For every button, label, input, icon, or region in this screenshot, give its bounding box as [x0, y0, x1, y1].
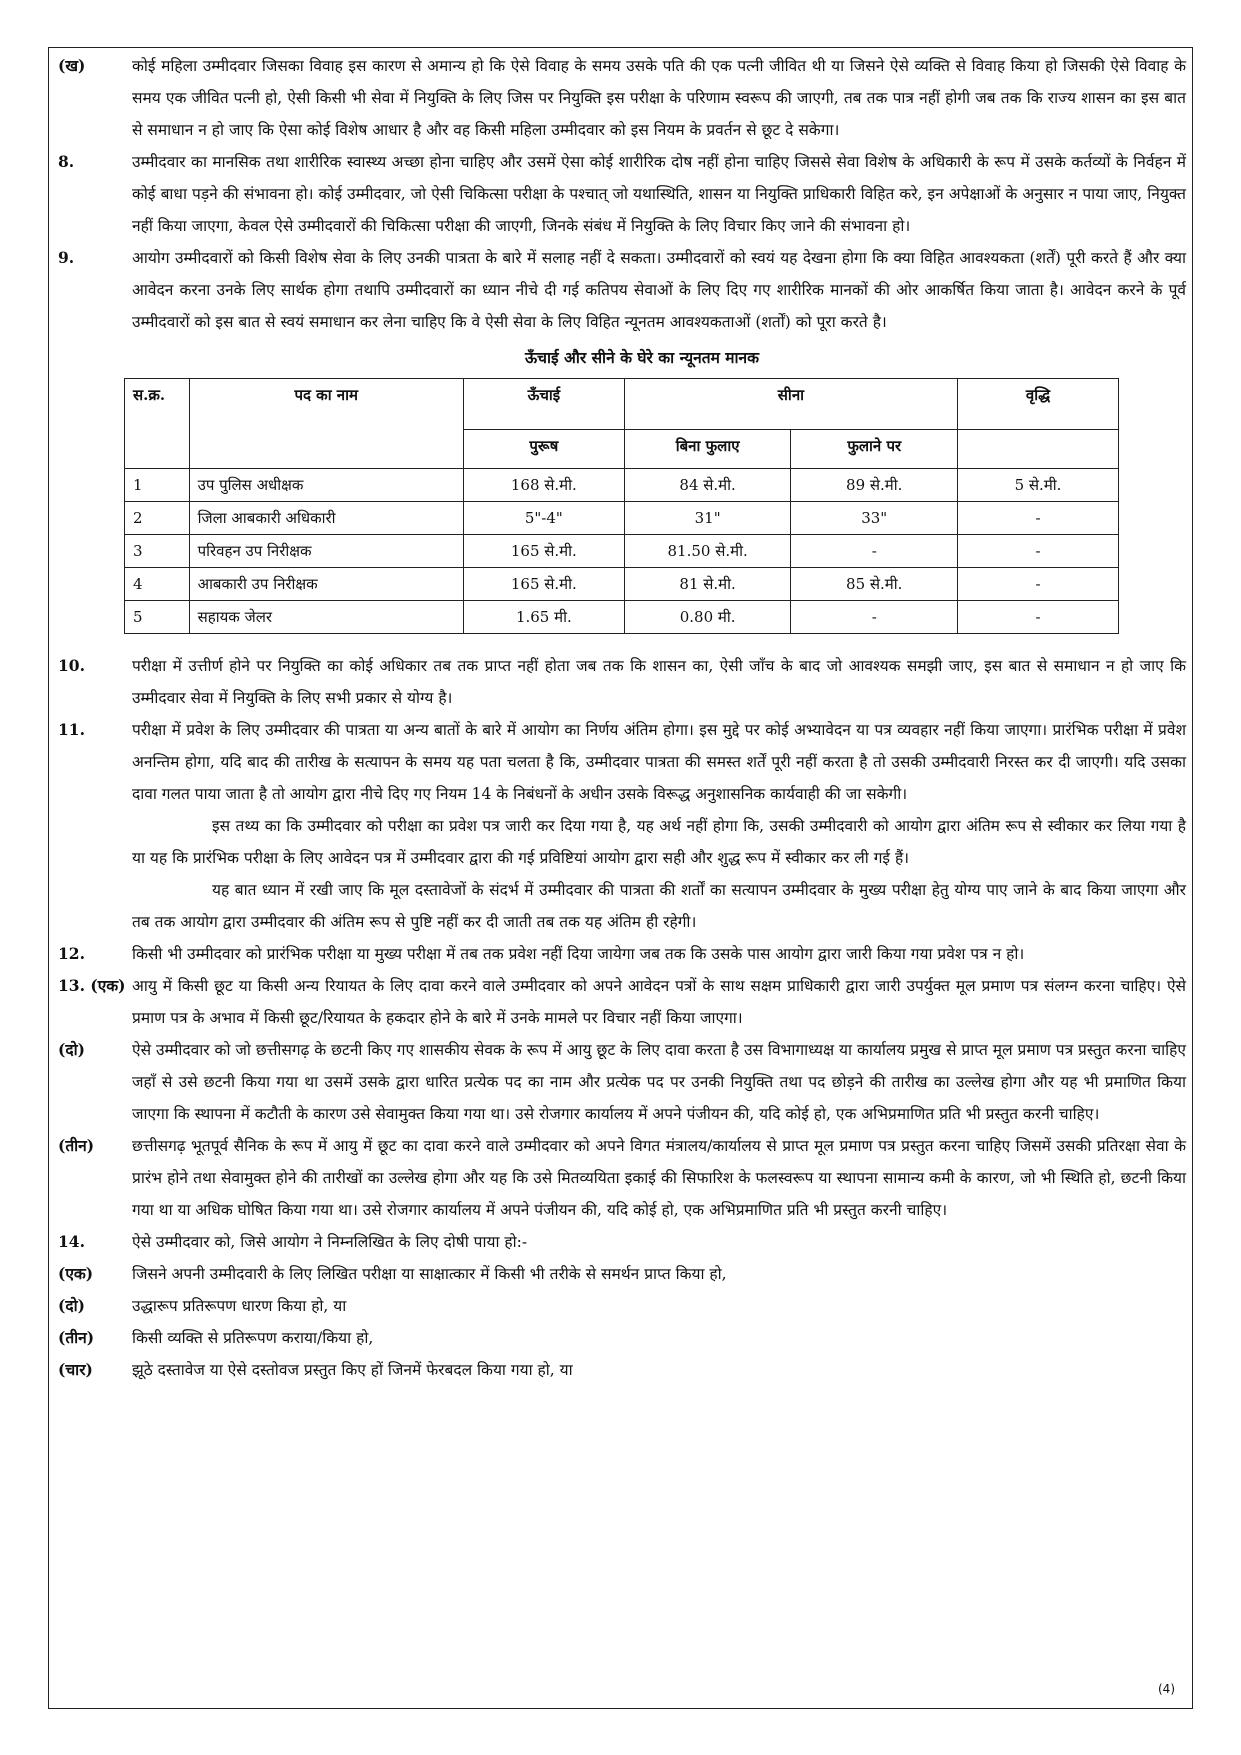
cell-chest-unexpanded: 81.50 से.मी. [624, 535, 791, 568]
clause-number: 13. (एक) [58, 976, 126, 995]
clause-14-teen [58, 1322, 1186, 1354]
clause-11 [58, 714, 1186, 810]
clause-number: (एक) [58, 1264, 94, 1283]
clause-13-ek [58, 970, 1186, 1034]
clause-text: किसी भी उम्मीदवार को प्रारंभिक परीक्षा या मुख्य परीक्षा में तब तक प्रवेश नहीं दिया जायेगा जब तक कि उसके पास आयोग द्वारा जारी किया गया प्रवेश पत्र न हो। [132, 945, 1025, 963]
clause-11-paragraph-b: यह बात ध्यान में रखी जाए कि मूल दस्तावेजों के संदर्भ में उम्मीदवार की पात्रता की शर्तों का सत्यापन उम्मीदवार के मुख्य परीक्षा हेतु योग्य पाए जाने के बाद किया जाएगा और तब तक आयोग द्वारा उम्मीदवार की अंतिम रूप से पुष्टि नहीं कर दी जाती तब तक यह अंतिम ही रहेगी। [132, 881, 1186, 931]
table-row [125, 535, 1119, 568]
clause-number: 8. [58, 152, 75, 171]
clause-number: (दो) [58, 1296, 85, 1315]
cell-chest-expanded: - [791, 601, 958, 634]
clause-text: कोई महिला उम्मीदवार जिसका विवाह इस कारण से अमान्य हो कि ऐसे विवाह के समय उसके पति की एक पत्नी जीवित थी या जिसने ऐसे व्यक्ति से विवाह किया हो जिसकी ऐसे विवाह के समय एक जीवित पत्नी हो, ऐसी किसी भी सेवा में नियुक्ति के लिए जिस पर नियुक्ति इस परीक्षा के परिणाम स्वरूप की जाएगी, तब तक पात्र नहीं होगी जब तक कि राज्य शासन का इस बात से समाधान न हो जाए कि ऐसा कोई विशेष आधार है और वह किसी महिला उम्मीदवार को इस नियम के प्रवर्तन से छूट दे सकेगा। [132, 57, 1186, 139]
cell-post: आबकारी उप निरीक्षक [189, 568, 463, 601]
clause-text: छत्तीसगढ़ भूतपूर्व सैनिक के रूप में आयु में छूट का दावा करने वाले उम्मीदवार को अपने विगत मंत्रालय/कार्यालय से प्राप्त मूल प्रमाण पत्र प्रस्तुत करना चाहिए जिसमें उसकी प्रतिरक्षा सेवा के प्रारंभ होने तथा सेवामुक्त होने की तारीखों का उल्लेख होगा और यह कि उसे मितव्ययिता इकाई की सिफारिश के फलस्वरूप या स्थापना सामान्य कमी के कारण, जो भी स्थिति हो, छटनी किया गया था या अधिक घोषित किया गया था। उसे रोजगार कार्यालय में अपने पंजीयन की, यदि कोई हो, एक अभिप्रमाणित प्रति भी प्रस्तुत करनी चाहिए। [132, 1137, 1186, 1219]
clause-text: झूठे दस्तावेज या ऐसे दस्तोवज प्रस्तुत किए हों जिनमें फेरबदल किया गया हो, या [132, 1361, 573, 1379]
clause-14-char [58, 1354, 1186, 1386]
cell-chest-expanded: 85 से.मी. [791, 568, 958, 601]
cell-sno: 3 [125, 535, 190, 568]
table-title: ऊँचाई और सीने के घेरे का न्यूनतम मानक [524, 348, 760, 367]
clause-text: आयु में किसी छूट या किसी अन्य रियायत के लिए दावा करने वाले उम्मीदवार को अपने आवेदन पत्रों के साथ सक्षम प्राधिकारी द्वारा जारी उपर्युक्त मूल प्रमाण पत्र संलग्न करना चाहिए। ऐसे प्रमाण पत्र के अभाव में किसी छूट/रियायत के हकदार होने के बारे में उनके मामले पर विचार नहीं किया जाएगा। [132, 977, 1186, 1027]
clause-text: जिसने अपनी उम्मीदवारी के लिए लिखित परीक्षा या साक्षात्कार में किसी भी तरीके से समर्थन प्राप्त किया हो, [132, 1265, 727, 1283]
clause-text: परीक्षा में प्रवेश के लिए उम्मीदवार की पात्रता या अन्य बातों के बारे में आयोग का निर्णय अंतिम होगा। इस मुद्दे पर कोई अभ्यावेदन या पत्र व्यवहार नहीं किया जाएगा। प्रारंभिक परीक्षा में प्रवेश अनन्तिम होगा, यदि बाद की तारीख के सत्यापन के समय यह पता चलता है कि, उम्मीदवार पात्रता की समस्त शर्तें पूरी नहीं करता है तो उसकी उम्मीदवारी निरस्त कर दी जाएगी। यदि उसका दावा गलत पाया जाता है तो आयोग द्वारा नीचे दिए गए नियम 14 के निबंधनों के अधीन उसके विरूद्ध अनुशासनिक कार्यवाही की जा सकेगी। [132, 721, 1186, 803]
clause-8 [58, 146, 1186, 242]
cell-chest-expanded: - [791, 535, 958, 568]
cell-post: परिवहन उप निरीक्षक [189, 535, 463, 568]
clause-text: आयोग उम्मीदवारों को किसी विशेष सेवा के लिए उनकी पात्रता के बारे में सलाह नहीं दे सकता। उम्मीदवारों को स्वयं यह देखना होगा कि क्या विहित आवश्यकता (शर्तें) पूरी करते हैं और क्या आवेदन करना उनके लिए सार्थक होगा तथापि उम्मीदवारों का ध्यान नीचे दी गई कतिपय सेवाओं के लिए दिए गए शारीरिक मानकों की ओर आकर्षित किया जाता है। आवेदन करने के पूर्व उम्मीदवारों को इस बात से स्वयं समाधान कर लेना चाहिए कि वे ऐसी सेवा के लिए विहित न्यूनतम आवश्यकताओं (शर्तों) को पूरा करते है। [132, 249, 1186, 331]
cell-sno: 2 [125, 502, 190, 535]
cell-sno: 1 [125, 469, 190, 502]
cell-growth: - [958, 601, 1119, 634]
cell-chest-expanded: 89 से.मी. [791, 469, 958, 502]
cell-post: सहायक जेलर [189, 601, 463, 634]
clause-number: (चार) [58, 1360, 93, 1379]
clause-10 [58, 650, 1186, 714]
clause-number: 10. [58, 656, 85, 675]
clause-kha [58, 50, 1186, 146]
clause-number: 12. [58, 944, 85, 963]
table-row [125, 601, 1119, 634]
clause-number: 9. [58, 248, 75, 267]
clause-number: (ख) [58, 56, 86, 75]
clause-14-ek [58, 1258, 1186, 1290]
table-row [125, 568, 1119, 601]
clause-13-teen [58, 1130, 1186, 1226]
header-unexpanded: बिना फुलाए [624, 430, 791, 469]
physical-standards-table [124, 378, 1119, 634]
cell-height: 165 से.मी. [463, 568, 624, 601]
clause-13-do [58, 1034, 1186, 1130]
table-header-row [125, 379, 1119, 430]
cell-chest-expanded: 33" [791, 502, 958, 535]
cell-growth: - [958, 502, 1119, 535]
header-expanded: फुलाने पर [791, 430, 958, 469]
clause-number: (तीन) [58, 1328, 95, 1347]
clause-text: ऐसे उम्मीदवार को, जिसे आयोग ने निम्नलिखित के लिए दोषी पाया हो:- [132, 1233, 528, 1251]
cell-height: 5"-4" [463, 502, 624, 535]
cell-chest-unexpanded: 84 से.मी. [624, 469, 791, 502]
cell-height: 168 से.मी. [463, 469, 624, 502]
cell-height: 1.65 मी. [463, 601, 624, 634]
clause-text: ऐसे उम्मीदवार को जो छत्तीसगढ़ के छटनी किए गए शासकीय सेवक के रूप में आयु छूट के लिए दावा करता है उस विभागाध्यक्ष या कार्यालय प्रमुख से प्राप्त मूल प्रमाण पत्र प्रस्तुत करना चाहिए जहाँ से उसे छटनी किया गया था उसमें उसके द्वारा धारित प्रत्येक पद का नाम और प्रत्येक पद पर उनकी नियुक्ति तथा पद छोड़ने की तारीख का उल्लेख होगा और यह भी प्रमाणित किया जाएगा कि स्थापना में कटौती के कारण उसे सेवामुक्त किया गया था। उसे रोजगार कार्यालय में अपने पंजीयन की, यदि कोई हो, एक अभिप्रमाणित प्रति भी प्रस्तुत करनी चाहिए। [132, 1041, 1186, 1123]
page-number: (4) [1158, 1682, 1175, 1696]
clause-text: उम्मीदवार का मानसिक तथा शारीरिक स्वास्थ्य अच्छा होना चाहिए और उसमें ऐसा कोई शारीरिक दोष नहीं होना चाहिए जिससे सेवा विशेष के अधिकारी के रूप में उसके कर्तव्यों के निर्वहन में कोई बाधा पड़ने की संभावना हो। कोई उम्मीदवार, जो ऐसी चिकित्सा परीक्षा के पश्चात् जो यथास्थिति, शासन या नियुक्ति प्राधिकारी विहित करे, इन अपेक्षाओं के अनुसार न पाया जाए, नियुक्त नहीं किया जाएगा, केवल ऐसे उम्मीदवारों की चिकित्सा परीक्षा की जाएगी, जिनके संबंध में नियुक्ति के लिए विचार किए जाने की संभावना हो। [132, 153, 1186, 235]
clause-number: 11. [58, 720, 85, 739]
cell-sno: 5 [125, 601, 190, 634]
cell-growth: - [958, 568, 1119, 601]
clause-number: (तीन) [58, 1136, 95, 1155]
clause-14-do [58, 1290, 1186, 1322]
header-male: पुरूष [463, 430, 624, 469]
header-chest: सीना [624, 379, 957, 430]
header-growth-empty [958, 430, 1119, 469]
cell-height: 165 से.मी. [463, 535, 624, 568]
clause-14 [58, 1226, 1186, 1258]
clause-text: उद्धारूप प्रतिरूपण धारण किया हो, या [132, 1297, 347, 1315]
clause-11-paragraph-a: इस तथ्य का कि उम्मीदवार को परीक्षा का प्रवेश पत्र जारी कर दिया गया है, यह अर्थ नहीं होगा कि, उसकी उम्मीदवारी को आयोग द्वारा अंतिम रूप से स्वीकार कर लिया गया है या यह कि प्रारंभिक परीक्षा के लिए आवेदन पत्र में उम्मीदवार द्वारा की गई प्रविष्टियां आयोग द्वारा सही और शुद्ध रूप में स्वीकार कर ली गई हैं। [132, 817, 1186, 867]
clause-number: (दो) [58, 1040, 85, 1059]
document-body [58, 50, 1186, 1386]
cell-chest-unexpanded: 81 से.मी. [624, 568, 791, 601]
cell-sno: 4 [125, 568, 190, 601]
header-post: पद का नाम [189, 379, 463, 469]
cell-post: जिला आबकारी अधिकारी [189, 502, 463, 535]
table-row [125, 502, 1119, 535]
header-height: ऊँचाई [463, 379, 624, 430]
clause-12 [58, 938, 1186, 970]
table-row [125, 469, 1119, 502]
cell-chest-unexpanded: 31" [624, 502, 791, 535]
clause-number: 14. [58, 1232, 85, 1251]
cell-post: उप पुलिस अधीक्षक [189, 469, 463, 502]
cell-chest-unexpanded: 0.80 मी. [624, 601, 791, 634]
cell-growth: - [958, 535, 1119, 568]
cell-growth: 5 से.मी. [958, 469, 1119, 502]
clause-text: परीक्षा में उत्तीर्ण होने पर नियुक्ति का कोई अधिकार तब तक प्राप्त नहीं होता जब तक कि शासन का, ऐसी जाँच के बाद जो आवश्यक समझी जाए, इस बात से समाधान न हो जाए कि उम्मीदवार सेवा में नियुक्ति के लिए सभी प्रकार से योग्य है। [132, 657, 1186, 707]
clause-text: किसी व्यक्ति से प्रतिरूपण कराया/किया हो, [132, 1329, 374, 1347]
header-sno: स.क्र. [125, 379, 190, 469]
header-growth: वृद्धि [958, 379, 1119, 430]
clause-9 [58, 242, 1186, 338]
